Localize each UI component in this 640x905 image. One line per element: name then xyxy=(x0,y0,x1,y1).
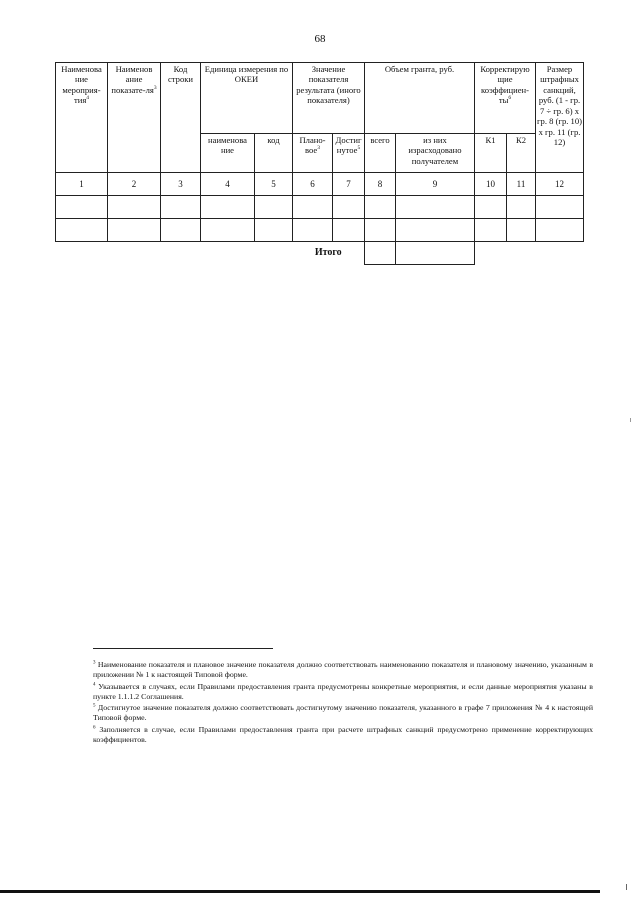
subheader-planned: Плано-вое$^3$ xyxy=(293,134,333,173)
subheader-k2: К2 xyxy=(507,134,536,173)
table-cell xyxy=(536,196,584,219)
column-number: 6 xyxy=(293,173,333,196)
column-number-row xyxy=(56,173,584,196)
footnote: $^6$ Заполняется в случае, если Правилами предоставления гранта при расчете штрафных санкций предусмотрено применение корректирующих коэффициентов. xyxy=(93,724,593,744)
table-cell xyxy=(56,219,108,242)
subheader-unit-name: наименова ние xyxy=(201,134,255,173)
footnotes xyxy=(93,660,593,746)
column-number: 8 xyxy=(365,173,396,196)
total-row xyxy=(56,242,584,265)
total-cell xyxy=(396,242,475,265)
header-correction-coefficients: Корректирую щие коэффициен-$ты^6$ xyxy=(475,63,536,134)
table-row xyxy=(56,219,584,242)
subheader-unit-code: код xyxy=(255,134,293,173)
table-cell xyxy=(333,219,365,242)
table-cell xyxy=(161,196,201,219)
table-cell xyxy=(255,196,293,219)
scan-edge-line xyxy=(0,890,600,893)
table-cell xyxy=(365,219,396,242)
table-row xyxy=(56,196,584,219)
column-number: 9 xyxy=(396,173,475,196)
header-result-value: Значение показателя результата (иного показателя) xyxy=(293,63,365,134)
scan-artifact xyxy=(630,418,631,422)
table-cell xyxy=(108,219,161,242)
table-cell xyxy=(396,196,475,219)
penalty-calculation-table xyxy=(55,62,584,265)
subheader-achieved: Достиг нутое$^5$ xyxy=(333,134,365,173)
column-number: 10 xyxy=(475,173,507,196)
table-cell xyxy=(293,219,333,242)
table-cell xyxy=(365,196,396,219)
header-penalty-size: Размер штрафных санкций, руб. (1 - гр. 7 ÷ гр. 6) х гр. 8 (гр. 10) х гр. 11 (гр. 12) xyxy=(536,63,584,173)
table-cell xyxy=(161,219,201,242)
header-indicator-name: Наименов ание показате-$ля^3$ xyxy=(108,63,161,173)
footnote-separator xyxy=(93,648,273,649)
total-cell xyxy=(365,242,396,265)
table-cell xyxy=(475,196,507,219)
column-number: 1 xyxy=(56,173,108,196)
subheader-total: всего xyxy=(365,134,396,173)
table-cell xyxy=(536,219,584,242)
column-number: 2 xyxy=(108,173,161,196)
footnote: $^3$ Наименование показателя и плановое значение показателя должно соответствовать наименованию показателя и плановому значению, указанным в приложении № 1 к настоящей Типовой форме. xyxy=(93,660,593,680)
column-number: 7 xyxy=(333,173,365,196)
table-cell xyxy=(201,219,255,242)
table-cell xyxy=(333,196,365,219)
page-number: 68 xyxy=(314,33,326,45)
column-number: 11 xyxy=(507,173,536,196)
subheader-spent: из них израсходовано получателем xyxy=(396,134,475,173)
table-header-row xyxy=(56,63,584,134)
header-grant-volume: Объем гранта, руб. xyxy=(365,63,475,134)
header-event-name: Наименова ние мероприя-тия$^4$ xyxy=(56,63,108,173)
table-cell xyxy=(475,219,507,242)
table-cell xyxy=(507,196,536,219)
table-cell xyxy=(293,196,333,219)
header-okei-unit: Единица измерения по ОКЕИ xyxy=(201,63,293,134)
total-label: Итого xyxy=(314,247,342,259)
column-number: 3 xyxy=(161,173,201,196)
table-cell xyxy=(507,219,536,242)
table-cell xyxy=(255,219,293,242)
header-line-code: Код строки xyxy=(161,63,201,173)
column-number: 12 xyxy=(536,173,584,196)
subheader-k1: К1 xyxy=(475,134,507,173)
table-cell xyxy=(56,196,108,219)
table-cell xyxy=(201,196,255,219)
footnote: $^4$ Указывается в случаях, если Правилами предоставления гранта предусмотрены конкретные мероприятия, и если данные мероприятия указаны в пункте 1.1.1.2 Соглашения. xyxy=(93,681,593,701)
footnote: $^5$ Достигнутое значение показателя должно соответствовать достигнутому значению показателя, указанного в графе 7 приложения № 4 к настоящей Типовой форме. xyxy=(93,703,594,723)
scan-artifact xyxy=(626,884,627,890)
table-cell xyxy=(108,196,161,219)
column-number: 4 xyxy=(201,173,255,196)
column-number: 5 xyxy=(255,173,293,196)
table-cell xyxy=(396,219,475,242)
